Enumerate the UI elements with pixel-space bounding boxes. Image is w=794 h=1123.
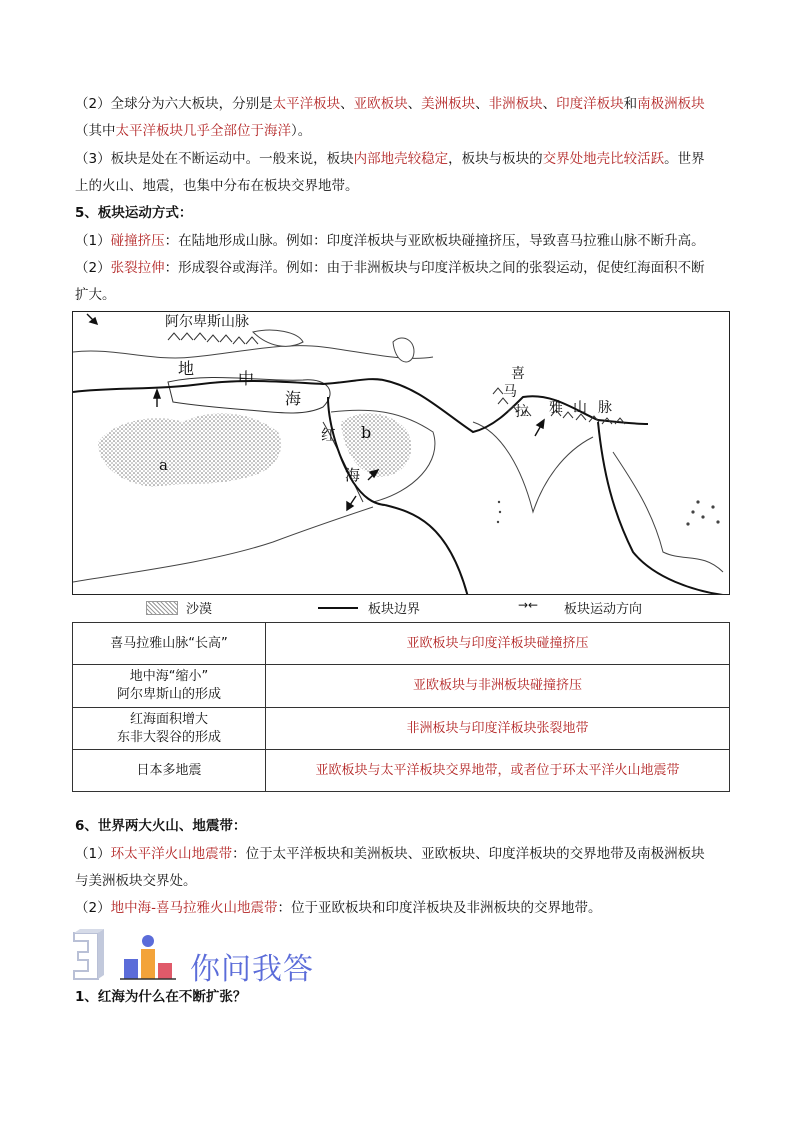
term-collision: 碰撞挤压 <box>110 233 165 249</box>
cell-text: 喜马拉雅山脉“长高” <box>110 635 228 651</box>
section-6-item-1-line2: 与美洲板块交界处。 <box>75 873 197 889</box>
plate-boundary-sumatra <box>598 422 730 595</box>
label-himalaya-1: 喜 <box>511 366 525 382</box>
table-row <box>73 708 730 750</box>
desert-sahara <box>98 413 281 487</box>
direction-arrows-icon: →← <box>518 598 539 612</box>
label-himalaya-4: 雅 <box>549 400 563 416</box>
term-american-plate: 美洲板块 <box>421 96 476 112</box>
label-himalaya-5: 山 <box>573 400 587 416</box>
text: （其中 <box>75 123 116 139</box>
table-cell-phenomenon <box>73 623 266 665</box>
label-himalaya-6: 脉 <box>598 400 612 416</box>
table-row <box>73 750 730 792</box>
text: ：位于亚欧板块和印度洋板块及非洲板块的交界地带。 <box>277 900 602 916</box>
cell-text: 阿尔卑斯山的形成 <box>116 687 221 702</box>
section-5-item-2 <box>75 258 705 278</box>
cell-text: 地中海“缩小” <box>129 669 209 684</box>
table-cell-cause: 非洲板块与印度洋板块张裂地带 <box>266 708 730 750</box>
table-row <box>73 665 730 708</box>
text: ，板块与板块的 <box>448 151 543 167</box>
text: （3）板块是处在不断运动中。一般来说，板块 <box>75 151 354 167</box>
text: ：位于太平洋板块和美洲板块、亚欧板块、印度洋板块的交界地带及南极洲板块 <box>232 846 705 862</box>
land-outline-europe <box>73 346 433 359</box>
text: （2）全球分为六大板块，分别是 <box>75 96 273 112</box>
plate-map-svg <box>73 312 730 595</box>
text: ：在陆地形成山脉。例如：印度洋板块与亚欧板块碰撞挤压，导致喜马拉雅山脉不断升高。 <box>164 233 705 249</box>
table-cell-cause: 亚欧板块与太平洋板块交界地带，或者位于环太平洋火山地震带 <box>266 750 730 792</box>
term-african-plate: 非洲板块 <box>488 96 543 112</box>
table-cell-phenomenon <box>73 708 266 750</box>
section-5-title: 5、板块运动方式： <box>75 205 193 221</box>
qa-section-title: 你问我答 <box>190 952 314 987</box>
cell-text: 东非大裂谷的形成 <box>116 729 221 745</box>
legend-desert-label: 沙漠 <box>186 602 213 617</box>
cell-text: 红海面积增大 <box>129 711 208 727</box>
paragraph-2-line2 <box>75 121 311 141</box>
label-plate-b: b <box>361 423 372 442</box>
term-indian-plate: 印度洋板块 <box>556 96 624 112</box>
text: ）。 <box>291 123 312 139</box>
text: 、 <box>340 96 354 112</box>
text: （1） <box>75 233 111 249</box>
plate-boundary-indian-ocean <box>385 505 468 595</box>
term-pacific-plate: 太平洋板块 <box>272 96 341 112</box>
coast-africa <box>73 507 373 582</box>
term-pacific-ocean-note: 太平洋板块几乎全部位于海洋 <box>115 123 291 139</box>
text: （1） <box>75 846 111 862</box>
question-1: 1、红海为什么在不断扩张？ <box>75 989 247 1005</box>
desert-swatch-icon <box>146 601 178 615</box>
paragraph-3-line1 <box>75 149 705 169</box>
section-6-item-2 <box>75 898 601 918</box>
legend-boundary-label: 板块边界 <box>368 602 421 617</box>
label-med-3: 海 <box>285 389 302 408</box>
term-circum-pacific-belt: 环太平洋火山地震带 <box>110 846 233 862</box>
table-cell-phenomenon <box>73 750 266 792</box>
label-himalaya-3: 拉 <box>515 404 529 420</box>
legend-direction-label: 板块运动方向 <box>564 602 643 617</box>
table-cell-cause: 亚欧板块与非洲板块碰撞挤压 <box>266 665 730 708</box>
text: 。世界 <box>664 151 705 167</box>
boundary-line-icon <box>318 607 358 609</box>
text: ：形成裂谷或海洋。例如：由于非洲板块与印度洋板块之间的张裂运动，促使红海面积不断 <box>164 260 705 276</box>
caspian <box>393 338 414 362</box>
table-cell-phenomenon <box>73 665 266 708</box>
section-6-title: 6、世界两大火山、地震带： <box>75 818 247 834</box>
term-active: 交界处地壳比较活跃 <box>542 151 665 167</box>
label-himalaya-2: 马 <box>503 384 517 400</box>
table-cell-cause: 亚欧板块与印度洋板块碰撞挤压 <box>266 623 730 665</box>
plate-map <box>72 311 730 595</box>
paragraph-2-line1 <box>75 94 705 114</box>
table-row <box>73 623 730 665</box>
map-legend <box>146 598 726 616</box>
text: （2） <box>75 900 111 916</box>
qa-logo-icon <box>72 929 182 989</box>
label-red-sea-1: 红 <box>321 426 337 444</box>
label-med-1: 地 <box>178 359 195 378</box>
island-dots <box>497 500 720 525</box>
paragraph-3-line2 <box>75 176 359 196</box>
coast-seasia <box>613 452 723 572</box>
plate-phenomena-table <box>72 622 730 792</box>
term-antarctic-plate: 南极洲板块 <box>637 96 705 112</box>
label-red-sea-2: 海 <box>345 466 361 484</box>
term-rifting: 张裂拉伸 <box>110 260 165 276</box>
black-sea <box>253 330 303 346</box>
text: 、 <box>407 96 422 112</box>
label-alps: 阿尔卑斯山脉 <box>165 314 249 330</box>
section-6-item-1 <box>75 844 705 864</box>
coast-india <box>473 422 593 512</box>
term-stable: 内部地壳较稳定 <box>353 151 449 167</box>
term-med-himalaya-belt: 地中海-喜马拉雅火山地震带 <box>110 900 278 916</box>
label-plate-a: a <box>159 456 168 474</box>
text: 、 <box>542 96 557 112</box>
text: （2） <box>75 260 111 276</box>
text: 上的火山、地震，也集中分布在板块交界地带。 <box>75 178 359 194</box>
label-med-2: 中 <box>238 369 255 388</box>
section-5-item-1 <box>75 231 705 251</box>
term-eurasian-plate: 亚欧板块 <box>353 96 408 112</box>
cell-text: 日本多地震 <box>136 762 202 778</box>
text: 、 <box>475 96 489 112</box>
section-5-item-2-line2: 扩大。 <box>75 287 116 303</box>
text: 和 <box>623 96 638 112</box>
